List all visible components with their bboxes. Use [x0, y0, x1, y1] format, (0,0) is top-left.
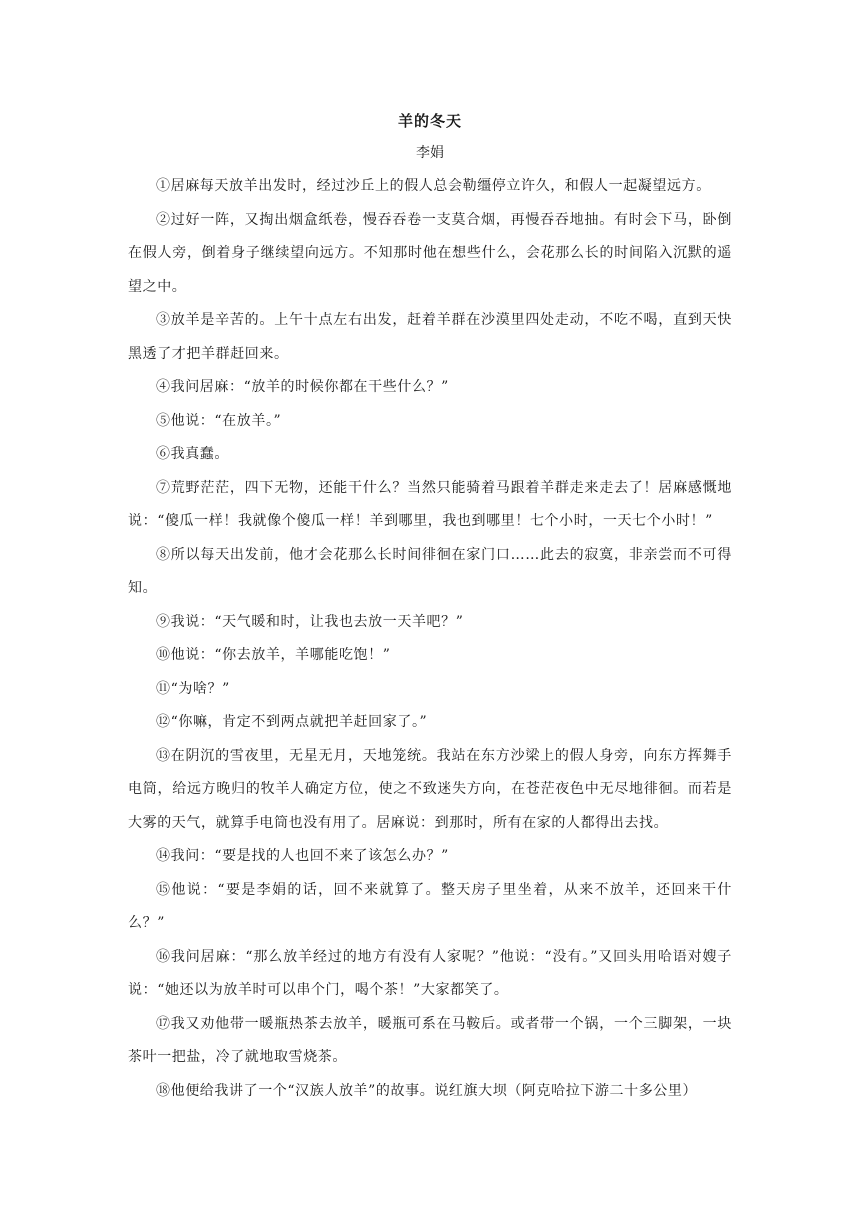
paragraph-17: ⑰我又劝他带一暖瓶热茶去放羊，暖瓶可系在马鞍后。或者带一个锅，一个三脚架，一块茶叶一把盐，冷了就地取雪烧茶。	[128, 1015, 732, 1065]
paragraph-1: ①居麻每天放羊出发时，经过沙丘上的假人总会勒缰停立许久，和假人一起凝望远方。	[156, 178, 711, 194]
paragraph-12: ⑫“你嘛，肯定不到两点就把羊赶回家了。”	[156, 714, 428, 730]
paragraph-5: ⑤他说：“在放羊。”	[156, 412, 282, 429]
paragraph-3: ③放羊是辛苦的。上午十点左右出发，赶着羊群在沙漠里四处走动，不吃不喝，直到天快黑透了才把羊群赶回来。	[128, 312, 732, 362]
paragraph-18: ⑱他便给我讲了一个“汉族人放羊”的故事。说红旗大坝（阿克哈拉下游二十多公里）	[156, 1082, 698, 1099]
paragraph-6: ⑥我真蠢。	[156, 446, 229, 462]
paragraph-11: ⑪“为啥？”	[156, 680, 230, 697]
paragraph-14: ⑭我问：“要是找的人也回不来了该怎么办？”	[156, 848, 449, 864]
paragraph-4: ④我问居麻：“放羊的时候你都在干些什么？”	[156, 379, 449, 395]
paragraph-8: ⑧所以每天出发前，他才会花那么长时间徘徊在家门口……此去的寂寞，非亲尝而不可得知。	[128, 546, 732, 596]
paragraph-2: ②过好一阵，又掏出烟盒纸卷，慢吞吞卷一支莫合烟，再慢吞吞地抽。有时会下马，卧倒在假人旁，倒着身子继续望向远方。不知那时他在想些什么，会花那么长的时间陷入沉默的遥望之中。	[128, 211, 732, 295]
document-page	[128, 104, 732, 1108]
article-author: 李娟	[416, 145, 444, 161]
article-title: 羊的冬天	[397, 112, 462, 130]
paragraph-7: ⑦荒野茫茫，四下无物，还能干什么？当然只能骑着马跟着羊群走来走去了！居麻感慨地说：“傻瓜一样！我就像个傻瓜一样！羊到哪里，我也到哪里！七个小时，一天七个小时！”	[128, 479, 732, 529]
paragraph-15: ⑮他说：“要是李娟的话，回不来就算了。整天房子里坐着，从来不放羊，还回来干什么？”	[128, 881, 732, 931]
paragraph-13: ⑬在阴沉的雪夜里，无星无月，天地笼统。我站在东方沙梁上的假人身旁，向东方挥舞手电筒，给远方晚归的牧羊人确定方位，使之不致迷失方向，在苍茫夜色中无尽地徘徊。而若是大雾的天气，就算手电筒也没有用了。居麻说：到那时，所有在家的人都得出去找。	[128, 747, 732, 831]
paragraph-10: ⑩他说：“你去放羊，羊哪能吃饱！”	[156, 647, 391, 663]
paragraph-16: ⑯我问居麻：“那么放羊经过的地方有没有人家呢？”他说：“没有。”又回头用哈语对嫂子说：“她还以为放羊时可以串个门，喝个茶！”大家都笑了。	[128, 948, 732, 998]
paragraph-9: ⑨我说：“天气暖和时，让我也去放一天羊吧？”	[156, 613, 464, 630]
